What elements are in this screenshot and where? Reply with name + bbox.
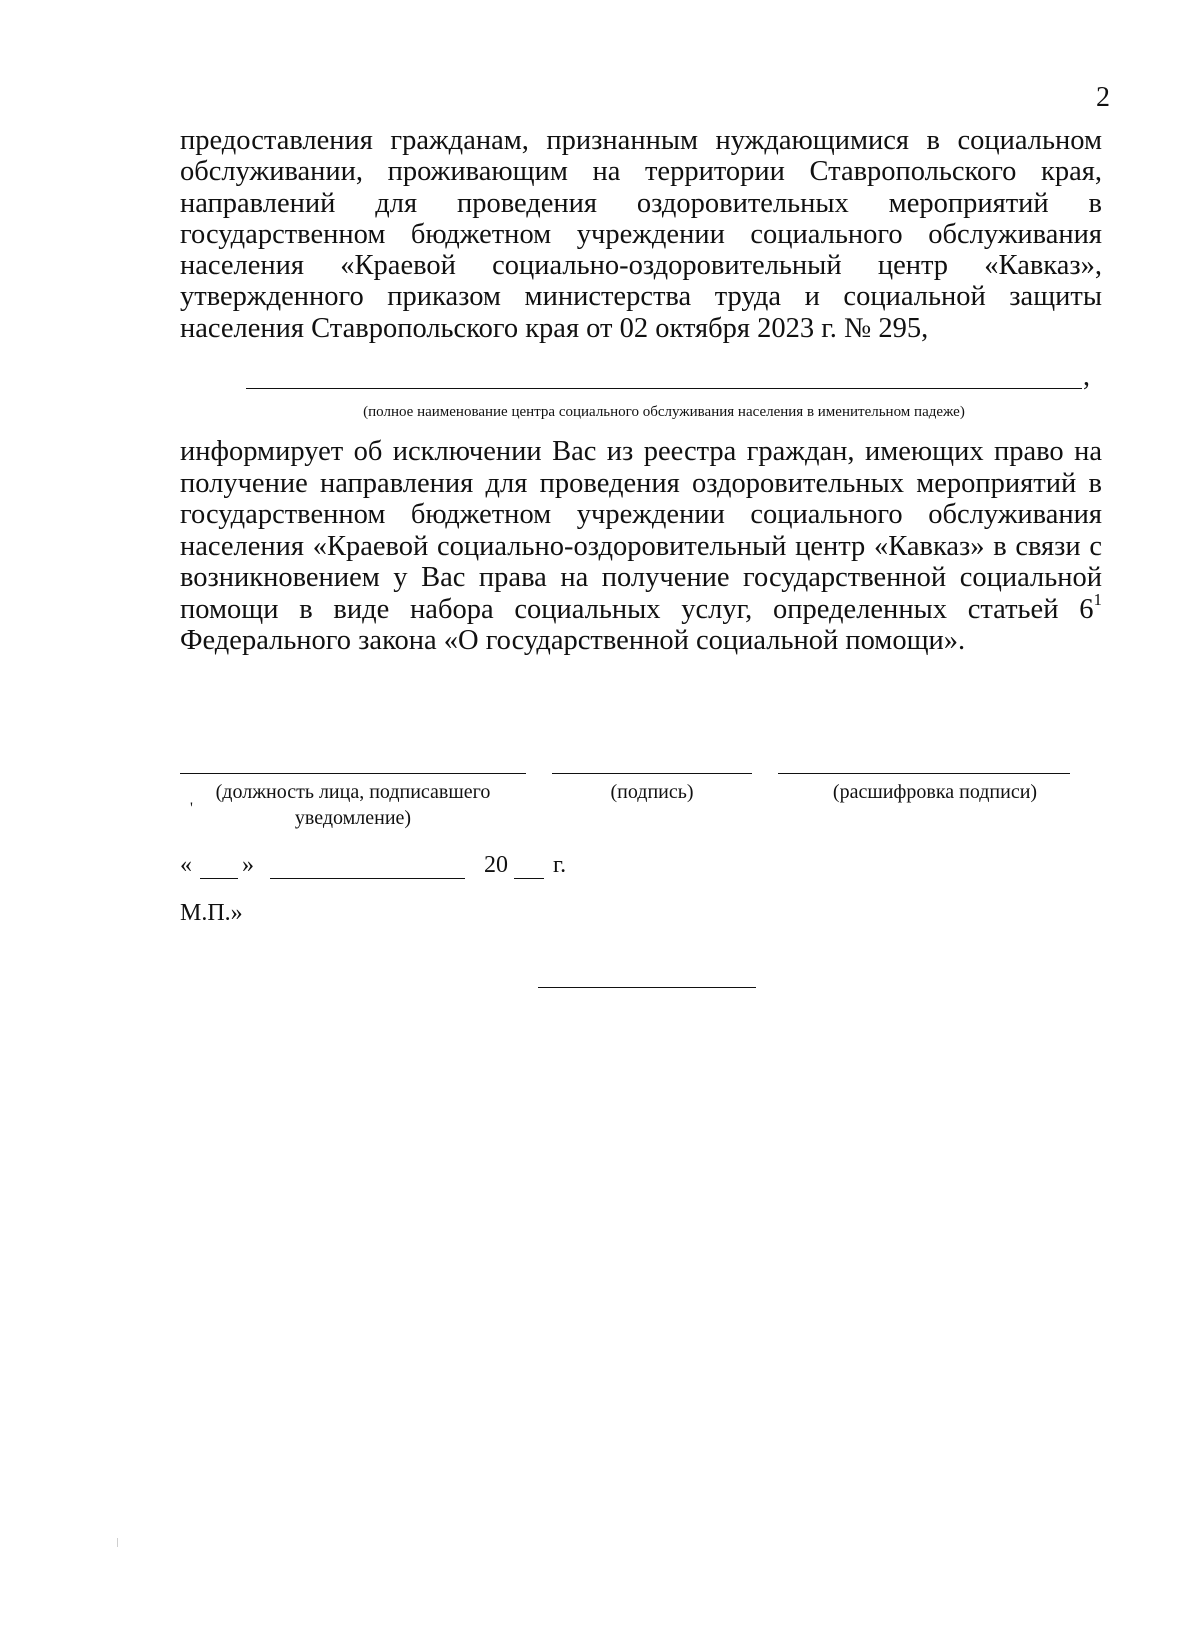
month-field[interactable] [270, 878, 465, 879]
signature-decryption-field[interactable] [778, 773, 1070, 774]
year-suffix: г. [553, 852, 567, 878]
notification-text-end: Федерального закона «О государственной социальной помощи». [180, 625, 966, 656]
signature-decryption-caption: (расшифровка подписи) [832, 781, 1038, 803]
signature-field[interactable] [552, 773, 752, 774]
article-superscript: 1 [1093, 589, 1102, 609]
organization-name-field[interactable] [246, 388, 1082, 389]
year-prefix: 20 [484, 852, 508, 878]
position-field[interactable] [180, 773, 526, 774]
position-caption-line1: (должность лица, подписавшего [215, 781, 491, 803]
year-field[interactable] [514, 878, 544, 879]
organization-field-caption: (полное наименование центра социального обслуживания населения в именительном падеже) [363, 404, 965, 420]
date-row [180, 850, 700, 884]
signature-caption: (подпись) [610, 781, 694, 803]
date-close-quote: » [242, 852, 254, 878]
stray-mark: ' [190, 800, 193, 817]
page-number: 2 [1096, 82, 1110, 113]
scan-artifact [117, 1538, 118, 1547]
notification-text: информирует об исключении Вас из реестра граждан, имеющих право на получение направления для проведения оздоровительных мероприятий в государственном бюджетном учреждении социального обслуживания населения «Краевой социально-оздоровительный центр «Кавказ» в связи с возникновением у Вас права на получение государственной социальной помощи в виде набора социальных услуг, определенных статьей 6 [180, 436, 1102, 625]
date-open-quote: « [180, 852, 192, 878]
organization-field-comma: , [1083, 361, 1090, 392]
position-caption-line2: уведомление) [294, 807, 412, 829]
end-divider [538, 987, 756, 988]
position-caption [180, 779, 526, 831]
stamp-place-label: М.П.» [180, 900, 243, 926]
day-field[interactable] [200, 878, 238, 879]
intro-paragraph: предоставления гражданам, признанным нуждающимися в социальном обслуживании, проживающим на территории Ставропольского края, направлений для проведения оздоровительных мероприятий в государственном бюджетном учреждении социального обслуживания населения «Краевой социально-оздоровительный центр «Кавказ», утвержденного приказом министерства труда и социальной защиты населения Ставропольского края от 02 октября 2023 г. № 295, [180, 125, 1102, 344]
notification-paragraph [180, 436, 1102, 657]
